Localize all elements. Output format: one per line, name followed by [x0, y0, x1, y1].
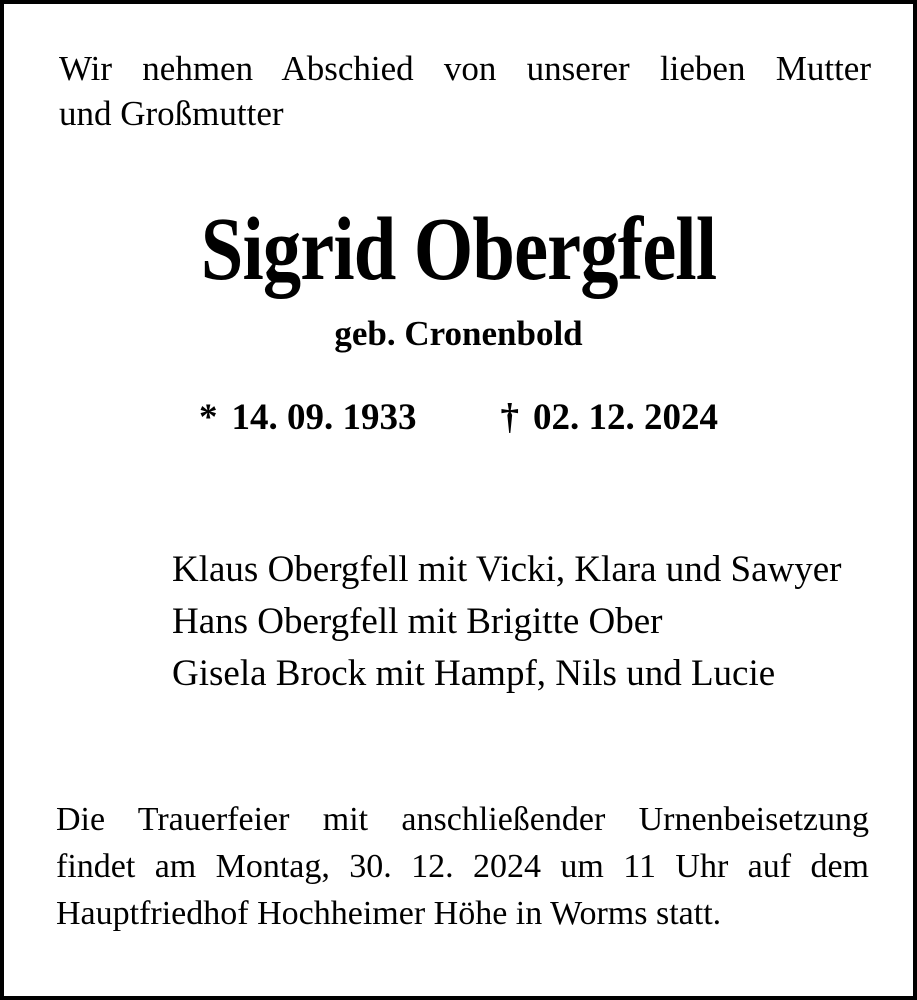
mourner-line-1: Klaus Obergfell mit Vicki, Klara und Sawyer: [172, 549, 842, 590]
funeral-info: [56, 796, 869, 937]
intro-paragraph: [59, 46, 871, 136]
funeral-line-2: findet am Montag, 30. 12. 2024 um 11 Uhr auf dem: [56, 848, 869, 885]
maiden-name: geb. Cronenbold: [334, 314, 583, 353]
mourners-list: [172, 544, 841, 700]
funeral-line-3: Hauptfriedhof Hochheimer Höhe in Worms statt.: [56, 895, 722, 932]
death-date: [501, 396, 719, 440]
mourner-line-3: Gisela Brock mit Hampf, Nils und Lucie: [172, 653, 776, 694]
birth-star-icon: *: [199, 397, 218, 438]
death-date-value: 02. 12. 2024: [533, 397, 718, 438]
mourner-line-2: Hans Obergfell mit Brigitte Ober: [172, 601, 663, 642]
intro-line-2: und Großmutter: [59, 94, 284, 133]
deceased-name: Sigrid Obergfell: [200, 200, 717, 299]
intro-line-1: Wir nehmen Abschied von unserer lieben Mutter: [59, 49, 871, 88]
birth-date-value: 14. 09. 1933: [231, 397, 417, 438]
funeral-line-1: Die Trauerfeier mit anschließender Urnenbeisetzung: [56, 801, 869, 838]
life-dates: [4, 396, 913, 440]
death-cross-icon: †: [500, 397, 519, 438]
birth-date: [199, 396, 417, 440]
